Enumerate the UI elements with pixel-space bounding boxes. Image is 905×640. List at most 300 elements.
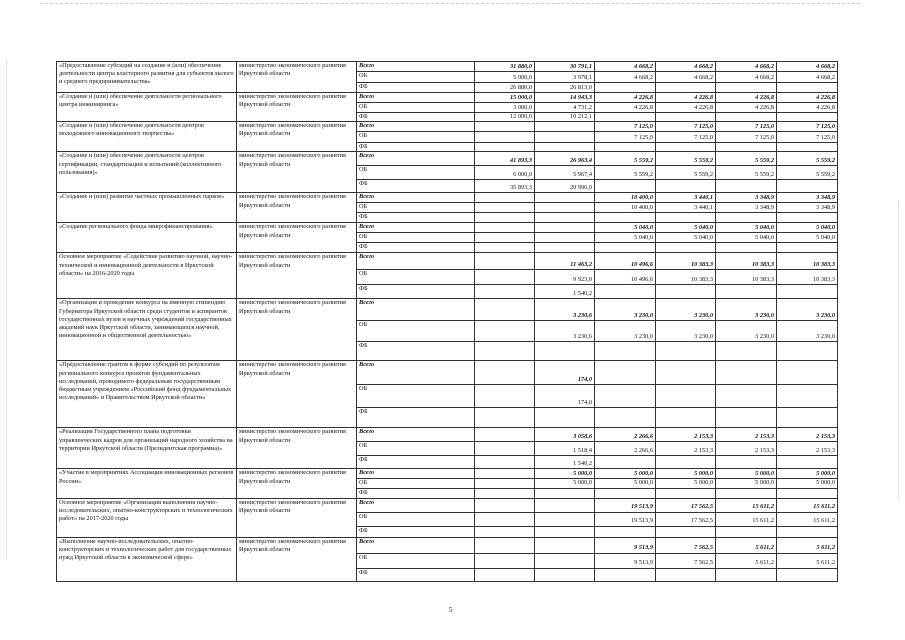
amount-cell: 4 226,8 <box>777 103 838 113</box>
amount-cell: 5 000,0 <box>716 479 777 488</box>
amount-cell: 15 611,2 <box>777 512 838 526</box>
amount-cell: 17 562,5 <box>656 512 716 526</box>
amount-cell <box>656 213 716 223</box>
amount-cell: 3 230,0 <box>777 299 838 321</box>
funding-source-cell: ФБ <box>357 113 475 122</box>
funding-source-cell: ФБ <box>357 568 475 581</box>
amount-cell: 2 266,6 <box>595 428 656 442</box>
amount-cell <box>656 408 716 428</box>
amount-cell <box>595 213 656 223</box>
executor-cell: министерство экономического развития Иркутской области <box>237 428 357 469</box>
amount-cell: 5 000,0 <box>535 479 595 488</box>
amount-cell <box>716 243 777 253</box>
activity-name-cell: «Создание и (или) обеспечение деятельности центров молодежного инновационного творчества» <box>57 122 237 152</box>
amount-cell <box>716 83 777 93</box>
amount-cell: 4 668,2 <box>716 72 777 83</box>
amount-cell: 2 266,6 <box>595 442 656 456</box>
activity-name-cell: Основное мероприятие «Содействие развитию научной, научно-технической и инновационной деятельности в Иркутской области» на 2016-2020 годы <box>57 253 237 299</box>
amount-cell: 2 153,3 <box>777 428 838 442</box>
executor-cell: министерство экономического развития Иркутской области <box>237 361 357 428</box>
table-row <box>57 469 838 479</box>
amount-cell: 4 226,8 <box>656 103 716 113</box>
amount-cell <box>777 526 838 537</box>
amount-cell <box>716 213 777 223</box>
amount-cell: 3 230,0 <box>716 321 777 342</box>
amount-cell: 7 125,0 <box>595 122 656 132</box>
activity-name-cell: Основное мероприятие «Организация выполнения научно-исследовательских, опытно-конструкторских и технологических работ» на 2017-2020 годы <box>57 498 237 537</box>
amount-cell: 10 496,6 <box>595 253 656 270</box>
amount-cell: 3 348,9 <box>716 203 777 213</box>
amount-cell <box>475 223 535 233</box>
amount-cell: 3 348,9 <box>777 193 838 203</box>
amount-cell: 1 518,4 <box>535 442 595 456</box>
amount-cell: 15 611,2 <box>716 512 777 526</box>
table-row <box>57 193 838 203</box>
amount-cell <box>777 385 838 408</box>
amount-cell: 14 943,3 <box>535 93 595 103</box>
table-row <box>57 361 838 385</box>
funding-source-cell: ФБ <box>357 143 475 152</box>
amount-cell <box>475 203 535 213</box>
amount-cell <box>656 361 716 385</box>
amount-cell: 5 611,2 <box>716 537 777 553</box>
amount-cell: 5 967,4 <box>535 166 595 180</box>
amount-cell: 4 226,8 <box>716 103 777 113</box>
amount-cell: 5 559,2 <box>716 166 777 180</box>
funding-source-cell: ОБ <box>357 321 475 342</box>
table-row <box>57 253 838 270</box>
executor-cell: министерство экономического развития Иркутской области <box>237 122 357 152</box>
table-row <box>57 537 838 553</box>
amount-cell <box>475 456 535 469</box>
amount-cell: 4 731,2 <box>535 103 595 113</box>
funding-table <box>56 61 838 582</box>
amount-cell <box>595 456 656 469</box>
amount-cell <box>716 488 777 498</box>
amount-cell <box>475 253 535 270</box>
table-row <box>57 428 838 442</box>
amount-cell: 7 125,0 <box>595 132 656 143</box>
amount-cell <box>777 180 838 193</box>
amount-cell <box>475 442 535 456</box>
amount-cell <box>475 553 535 568</box>
amount-cell: 2 153,3 <box>716 428 777 442</box>
funding-source-cell: Всего <box>357 93 475 103</box>
funding-source-cell: ФБ <box>357 342 475 361</box>
amount-cell <box>535 488 595 498</box>
executor-cell: министерство экономического развития Иркутской области <box>237 299 357 361</box>
funding-source-cell: Всего <box>357 469 475 479</box>
amount-cell: 15 611,2 <box>777 498 838 512</box>
amount-cell: 5 000,0 <box>535 469 595 479</box>
funding-source-cell: Всего <box>357 428 475 442</box>
amount-cell <box>656 488 716 498</box>
executor-cell: министерство экономического развития Иркутской области <box>237 62 357 93</box>
amount-cell: 5 000,0 <box>475 72 535 83</box>
amount-cell <box>595 385 656 408</box>
amount-cell: 4 668,2 <box>656 62 716 72</box>
page-number: 5 <box>449 606 453 614</box>
amount-cell <box>475 488 535 498</box>
funding-source-cell: Всего <box>357 62 475 72</box>
amount-cell <box>535 193 595 203</box>
amount-cell: 5 559,2 <box>595 166 656 180</box>
amount-cell <box>595 408 656 428</box>
table-row <box>57 93 838 103</box>
amount-cell <box>777 568 838 581</box>
amount-cell: 3 230,0 <box>595 299 656 321</box>
amount-cell: 5 040,0 <box>777 233 838 243</box>
amount-cell: 5 000,0 <box>595 469 656 479</box>
amount-cell: 10 212,1 <box>535 113 595 122</box>
amount-cell: 11 463,2 <box>535 253 595 270</box>
amount-cell: 7 125,0 <box>656 122 716 132</box>
funding-source-cell: Всего <box>357 122 475 132</box>
amount-cell <box>716 408 777 428</box>
activity-name-cell: «Создание регионального фонда микрофинансирования» <box>57 223 237 253</box>
executor-cell: министерство экономического развития Иркутской области <box>237 152 357 193</box>
table-row <box>57 299 838 321</box>
amount-cell <box>716 143 777 152</box>
amount-cell <box>535 537 595 553</box>
funding-source-cell: ФБ <box>357 408 475 428</box>
amount-cell: 4 668,2 <box>595 72 656 83</box>
amount-cell <box>535 526 595 537</box>
funding-source-cell: ОБ <box>357 442 475 456</box>
amount-cell <box>595 342 656 361</box>
funding-source-cell: ОБ <box>357 166 475 180</box>
amount-cell: 10 383,3 <box>777 253 838 270</box>
activity-name-cell: «Участие в мероприятиях Ассоциации инновационных регионов России» <box>57 469 237 498</box>
amount-cell: 5 559,2 <box>777 152 838 166</box>
amount-cell: 5 559,2 <box>595 152 656 166</box>
amount-cell <box>535 568 595 581</box>
amount-cell <box>656 143 716 152</box>
executor-cell: министерство экономического развития Иркутской области <box>237 93 357 122</box>
scan-artifact-right <box>898 200 900 500</box>
amount-cell <box>475 342 535 361</box>
amount-cell <box>716 113 777 122</box>
executor-cell: министерство экономического развития Иркутской области <box>237 469 357 498</box>
amount-cell: 174,0 <box>535 361 595 385</box>
amount-cell <box>777 243 838 253</box>
amount-cell: 5 559,2 <box>777 166 838 180</box>
amount-cell: 3 230,6 <box>535 299 595 321</box>
activity-name-cell: «Создание и (или) обеспечение деятельности регионального центра инжиниринга» <box>57 93 237 122</box>
amount-cell <box>535 213 595 223</box>
amount-cell <box>716 456 777 469</box>
amount-cell: 7 125,0 <box>777 132 838 143</box>
amount-cell <box>716 361 777 385</box>
amount-cell: 3 440,1 <box>656 193 716 203</box>
activity-name-cell: «Предоставление субсидий на создание и (или) обеспечение деятельности центра кластерного развития для субъектов малого и среднего предпринимательства» <box>57 62 237 93</box>
executor-cell: министерство экономического развития Иркутской области <box>237 537 357 581</box>
funding-source-cell: ОБ <box>357 512 475 526</box>
amount-cell: 5 611,2 <box>777 537 838 553</box>
amount-cell: 7 125,0 <box>716 122 777 132</box>
funding-source-cell: ФБ <box>357 526 475 537</box>
funding-source-cell: Всего <box>357 361 475 385</box>
amount-cell: 3 230,6 <box>535 321 595 342</box>
amount-cell <box>475 537 535 553</box>
amount-cell: 5 559,2 <box>656 166 716 180</box>
table-row <box>57 62 838 72</box>
amount-cell: 5 611,2 <box>716 553 777 568</box>
amount-cell <box>777 143 838 152</box>
amount-cell: 41 893,3 <box>475 152 535 166</box>
amount-cell: 2 153,3 <box>656 428 716 442</box>
amount-cell <box>656 83 716 93</box>
amount-cell <box>595 83 656 93</box>
amount-cell: 3 058,6 <box>535 428 595 442</box>
amount-cell <box>777 456 838 469</box>
amount-cell: 3 230,0 <box>595 321 656 342</box>
amount-cell: 10 383,3 <box>656 253 716 270</box>
amount-cell: 9 923,0 <box>535 270 595 285</box>
amount-cell <box>656 456 716 469</box>
amount-cell: 3 978,1 <box>535 72 595 83</box>
amount-cell: 10 383,3 <box>777 270 838 285</box>
executor-cell: министерство экономического развития Иркутской области <box>237 498 357 537</box>
amount-cell <box>535 498 595 512</box>
amount-cell: 9 513,9 <box>595 553 656 568</box>
amount-cell <box>475 233 535 243</box>
amount-cell: 6 000,0 <box>475 166 535 180</box>
activity-name-cell: «Создание и (или) развитие частных промышленных парков» <box>57 193 237 223</box>
amount-cell <box>595 361 656 385</box>
table-row <box>57 223 838 233</box>
amount-cell <box>656 113 716 122</box>
amount-cell <box>535 342 595 361</box>
amount-cell: 5 000,0 <box>656 479 716 488</box>
amount-cell <box>777 285 838 299</box>
amount-cell: 4 226,8 <box>656 93 716 103</box>
amount-cell: 3 348,9 <box>777 203 838 213</box>
table-row <box>57 122 838 132</box>
amount-cell: 174,0 <box>535 385 595 408</box>
amount-cell: 10 383,3 <box>656 270 716 285</box>
amount-cell <box>656 285 716 299</box>
amount-cell <box>535 143 595 152</box>
funding-source-cell: Всего <box>357 223 475 233</box>
amount-cell: 5 040,0 <box>716 223 777 233</box>
amount-cell: 4 668,2 <box>595 62 656 72</box>
amount-cell <box>535 132 595 143</box>
amount-cell <box>475 498 535 512</box>
amount-cell <box>716 285 777 299</box>
funding-source-cell: ОБ <box>357 479 475 488</box>
amount-cell: 4 668,2 <box>716 62 777 72</box>
amount-cell <box>475 385 535 408</box>
amount-cell: 7 125,0 <box>777 122 838 132</box>
amount-cell <box>595 180 656 193</box>
funding-source-cell: ОБ <box>357 233 475 243</box>
amount-cell: 15 611,2 <box>716 498 777 512</box>
amount-cell: 1 540,2 <box>535 285 595 299</box>
amount-cell: 19 513,9 <box>595 498 656 512</box>
amount-cell: 3 440,1 <box>656 203 716 213</box>
amount-cell: 4 668,2 <box>656 72 716 83</box>
amount-cell: 10 400,0 <box>595 203 656 213</box>
amount-cell <box>475 361 535 385</box>
amount-cell: 26 963,4 <box>535 152 595 166</box>
amount-cell <box>595 143 656 152</box>
amount-cell: 12 000,0 <box>475 113 535 122</box>
amount-cell: 3 000,0 <box>475 103 535 113</box>
amount-cell <box>656 180 716 193</box>
amount-cell <box>716 568 777 581</box>
amount-cell <box>475 243 535 253</box>
amount-cell: 3 230,0 <box>656 321 716 342</box>
amount-cell: 10 383,3 <box>716 270 777 285</box>
amount-cell: 3 230,0 <box>777 321 838 342</box>
amount-cell: 5 000,0 <box>777 469 838 479</box>
amount-cell <box>475 270 535 285</box>
funding-source-cell: ФБ <box>357 213 475 223</box>
amount-cell <box>595 568 656 581</box>
funding-source-cell: Всего <box>357 498 475 512</box>
amount-cell: 3 348,9 <box>716 193 777 203</box>
amount-cell <box>595 488 656 498</box>
executor-cell: министерство экономического развития Иркутской области <box>237 193 357 223</box>
amount-cell: 4 668,2 <box>777 72 838 83</box>
amount-cell: 5 559,2 <box>656 152 716 166</box>
table-row <box>57 498 838 512</box>
amount-cell <box>777 213 838 223</box>
amount-cell <box>475 132 535 143</box>
amount-cell: 10 383,3 <box>716 253 777 270</box>
activity-name-cell: «Предоставление грантов в форме субсидий по результатам регионального конкурса проектов фундаментальных исследований, проводимого федеральным государственным бюджетным учреждением «Российский фонд фундаментальных исследований» и Правительством Иркутской области» <box>57 361 237 428</box>
amount-cell <box>475 122 535 132</box>
amount-cell: 4 668,2 <box>777 62 838 72</box>
amount-cell: 15 000,0 <box>475 93 535 103</box>
amount-cell <box>656 385 716 408</box>
amount-cell <box>535 233 595 243</box>
amount-cell <box>716 180 777 193</box>
amount-cell: 5 040,0 <box>656 233 716 243</box>
funding-source-cell: ОБ <box>357 72 475 83</box>
amount-cell: 5 559,2 <box>716 152 777 166</box>
amount-cell: 5 000,0 <box>777 479 838 488</box>
scan-artifact-top <box>40 3 860 5</box>
amount-cell: 7 562,5 <box>656 537 716 553</box>
funding-source-cell: Всего <box>357 253 475 270</box>
amount-cell: 5 000,0 <box>595 479 656 488</box>
amount-cell <box>595 526 656 537</box>
funding-source-cell: ОБ <box>357 270 475 285</box>
amount-cell <box>475 213 535 223</box>
amount-cell <box>656 568 716 581</box>
amount-cell: 4 226,8 <box>716 93 777 103</box>
amount-cell <box>475 143 535 152</box>
amount-cell: 4 226,8 <box>777 93 838 103</box>
amount-cell: 10 496,6 <box>595 270 656 285</box>
amount-cell <box>777 113 838 122</box>
amount-cell: 5 000,0 <box>716 469 777 479</box>
funding-source-cell: ОБ <box>357 103 475 113</box>
amount-cell <box>716 342 777 361</box>
amount-cell: 4 226,8 <box>595 93 656 103</box>
amount-cell <box>475 428 535 442</box>
funding-source-cell: Всего <box>357 152 475 166</box>
amount-cell <box>656 342 716 361</box>
amount-cell <box>475 568 535 581</box>
executor-cell: министерство экономического развития Иркутской области <box>237 223 357 253</box>
amount-cell: 2 153,3 <box>716 442 777 456</box>
amount-cell <box>535 223 595 233</box>
amount-cell: 9 513,9 <box>595 537 656 553</box>
amount-cell <box>716 526 777 537</box>
amount-cell: 19 513,9 <box>595 512 656 526</box>
executor-cell: министерство экономического развития Иркутской области <box>237 253 357 299</box>
amount-cell: 2 153,3 <box>656 442 716 456</box>
amount-cell: 31 880,0 <box>475 62 535 72</box>
activity-name-cell: «Выполнение научно-исследовательских, опытно-конструкторских и технологических работ для государственных нужд Иркутской области в экономической сфере» <box>57 537 237 581</box>
amount-cell <box>656 243 716 253</box>
funding-source-cell: ОБ <box>357 553 475 568</box>
amount-cell <box>535 122 595 132</box>
amount-cell: 7 125,0 <box>716 132 777 143</box>
funding-source-cell: ФБ <box>357 488 475 498</box>
amount-cell: 26 813,0 <box>535 83 595 93</box>
funding-source-cell: ФБ <box>357 83 475 93</box>
amount-cell <box>475 479 535 488</box>
funding-source-cell: ФБ <box>357 180 475 193</box>
amount-cell: 5 040,0 <box>595 223 656 233</box>
funding-table-body <box>57 62 838 582</box>
amount-cell: 7 562,5 <box>656 553 716 568</box>
funding-source-cell: Всего <box>357 193 475 203</box>
amount-cell: 4 226,8 <box>595 103 656 113</box>
funding-source-cell: ОБ <box>357 132 475 143</box>
amount-cell: 30 791,1 <box>535 62 595 72</box>
amount-cell: 10 400,0 <box>595 193 656 203</box>
amount-cell <box>475 408 535 428</box>
amount-cell <box>777 83 838 93</box>
scan-artifact-left <box>6 60 8 560</box>
amount-cell <box>716 385 777 408</box>
amount-cell <box>475 193 535 203</box>
amount-cell: 5 040,0 <box>777 223 838 233</box>
activity-name-cell: «Создание и (или) обеспечение деятельности центров сертификации, стандартизации и испытаний (коллективного пользования)» <box>57 152 237 193</box>
amount-cell: 5 611,2 <box>777 553 838 568</box>
funding-source-cell: Всего <box>357 537 475 553</box>
amount-cell: 3 230,0 <box>716 299 777 321</box>
amount-cell <box>535 408 595 428</box>
funding-source-cell: ФБ <box>357 456 475 469</box>
amount-cell <box>595 243 656 253</box>
amount-cell: 20 996,0 <box>535 180 595 193</box>
amount-cell: 5 000,0 <box>656 469 716 479</box>
amount-cell: 1 540,2 <box>535 456 595 469</box>
amount-cell <box>535 512 595 526</box>
funding-source-cell: ФБ <box>357 243 475 253</box>
amount-cell: 35 893,3 <box>475 180 535 193</box>
amount-cell <box>475 512 535 526</box>
amount-cell <box>595 113 656 122</box>
amount-cell <box>475 285 535 299</box>
amount-cell <box>777 408 838 428</box>
activity-name-cell: «Организация и проведение конкурса на именную стипендию Губернатора Иркутской области среди студентов и аспирантов государственных вузов и научных учреждений государственных академий наук Иркутской области, занимающихся научной, инновационной и общественной деятельностью» <box>57 299 237 361</box>
table-row <box>57 152 838 166</box>
funding-source-cell: ОБ <box>357 385 475 408</box>
amount-cell: 5 040,0 <box>716 233 777 243</box>
amount-cell: 26 880,0 <box>475 83 535 93</box>
amount-cell <box>535 553 595 568</box>
amount-cell <box>475 526 535 537</box>
amount-cell: 7 125,0 <box>656 132 716 143</box>
amount-cell: 2 153,3 <box>777 442 838 456</box>
